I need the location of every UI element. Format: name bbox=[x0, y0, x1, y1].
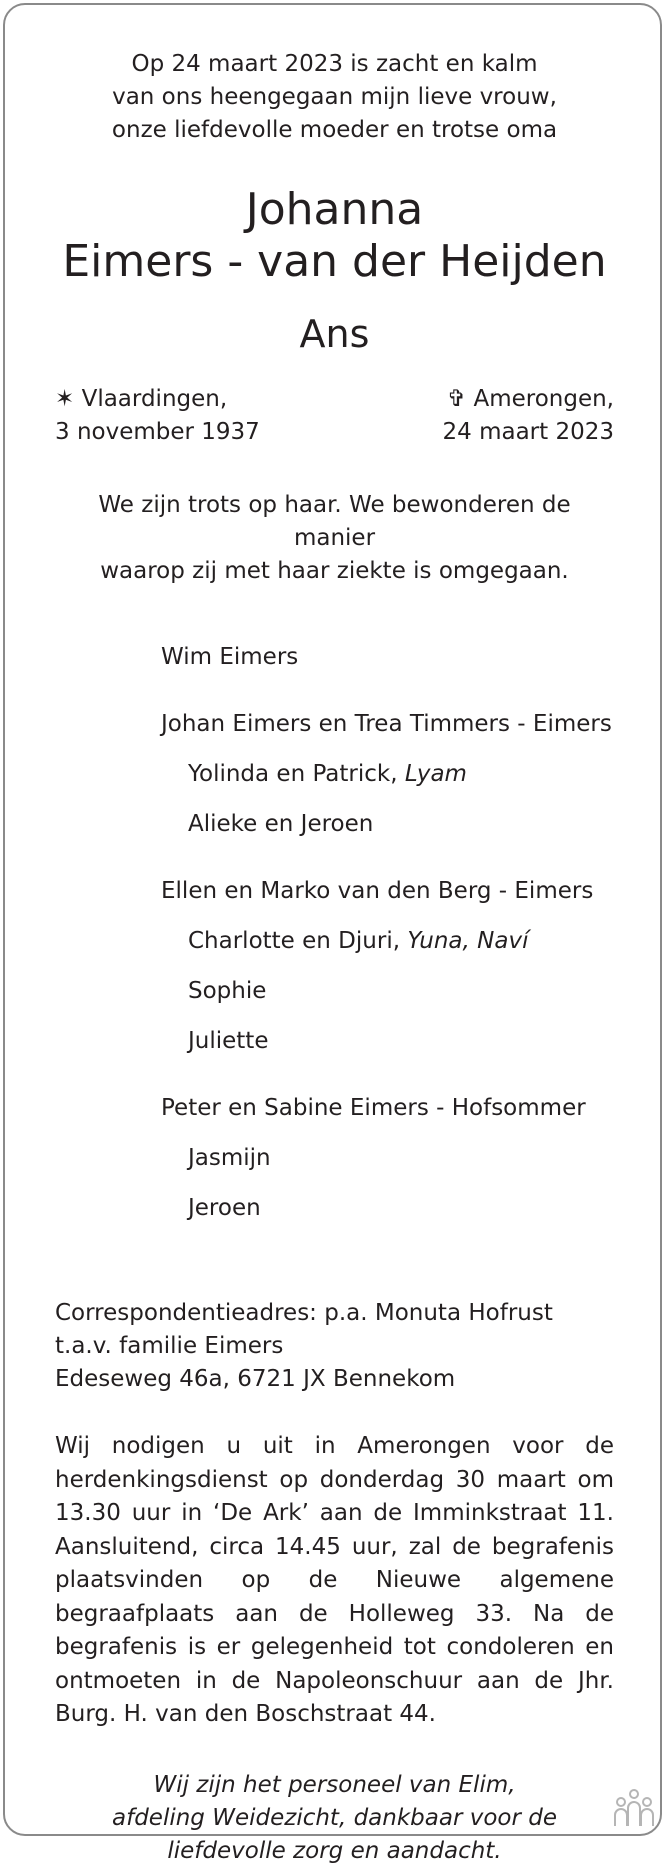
death-cross-icon: ✞ bbox=[446, 386, 467, 412]
address-line: Edeseweg 46a, 6721 JX Bennekom bbox=[55, 1366, 456, 1392]
funeral-info: Wij nodigen u uit in Amerongen voor de herdenkingsdienst op donderdag 30 maart om 13.30 uur in ‘De Ark’ aan de Imminkstraat 11. Aansluitend, circa 14.45 uur, zal de begrafenis plaatsvinden op de Nieuwe algemene begraafplaats aan de Holleweg 33. Na de begrafenis is er gelegenheid tot condoleren en ontmoeten in de Napoleonschuur aan de Jhr. Burg. H. van den Boschstraat 44. bbox=[55, 1433, 614, 1727]
deceased-name bbox=[55, 184, 614, 288]
surname: Eimers - van der Heijden bbox=[62, 236, 607, 287]
family-member: Yolinda en Patrick, Lyam bbox=[188, 761, 467, 787]
family-member: Jasmijn bbox=[188, 1145, 271, 1171]
birth-star-icon: ✶ bbox=[55, 386, 75, 412]
intro-line: onze liefdevolle moeder en trotse oma bbox=[111, 117, 558, 143]
address-line: Correspondentieadres: p.a. Monuta Hofrust bbox=[55, 1300, 553, 1326]
family-member: Sophie bbox=[188, 978, 267, 1004]
staff-line: afdeling Weidezicht, dankbaar voor de bbox=[112, 1804, 557, 1831]
family-member: Charlotte en Djuri, Yuna, Naví bbox=[188, 928, 529, 954]
life-dates bbox=[55, 383, 614, 449]
address-line: t.a.v. familie Eimers bbox=[55, 1333, 284, 1359]
staff-line: Wij zijn het personeel van Elim, bbox=[153, 1771, 516, 1798]
family-member: Johan Eimers en Trea Timmers - Eimers bbox=[161, 711, 612, 737]
family-member: Ellen en Marko van den Berg - Eimers bbox=[161, 878, 594, 904]
tribute-text bbox=[55, 489, 614, 588]
staff-thanks bbox=[55, 1769, 614, 1868]
obituary-notice bbox=[55, 48, 614, 1868]
staff-line: liefdevolle zorg en aandacht. bbox=[167, 1837, 502, 1864]
birth-info bbox=[55, 383, 260, 449]
family-member: Peter en Sabine Eimers - Hofsommer bbox=[161, 1095, 586, 1121]
death-info bbox=[443, 383, 615, 449]
birth-date: 3 november 1937 bbox=[55, 419, 260, 445]
correspondence-address bbox=[55, 1297, 614, 1396]
birth-place: Vlaardingen, bbox=[81, 386, 228, 412]
intro-text bbox=[55, 48, 614, 147]
family-member: Wim Eimers bbox=[161, 644, 299, 670]
first-name: Johanna bbox=[245, 184, 424, 235]
intro-line: van ons heengegaan mijn lieve vrouw, bbox=[112, 84, 557, 110]
family-member: Jeroen bbox=[188, 1195, 261, 1221]
tribute-line: We zijn trots op haar. We bewonderen de manier bbox=[98, 492, 571, 551]
family-member: Juliette bbox=[188, 1028, 269, 1054]
family-list bbox=[161, 641, 614, 1225]
people-group-icon bbox=[612, 1788, 656, 1828]
death-place: Amerongen, bbox=[473, 386, 614, 412]
tribute-line: waarop zij met haar ziekte is omgegaan. bbox=[100, 558, 569, 584]
death-date: 24 maart 2023 bbox=[442, 419, 614, 445]
intro-line: Op 24 maart 2023 is zacht en kalm bbox=[131, 51, 538, 77]
nickname: Ans bbox=[299, 312, 370, 356]
family-member: Alieke en Jeroen bbox=[188, 811, 374, 837]
